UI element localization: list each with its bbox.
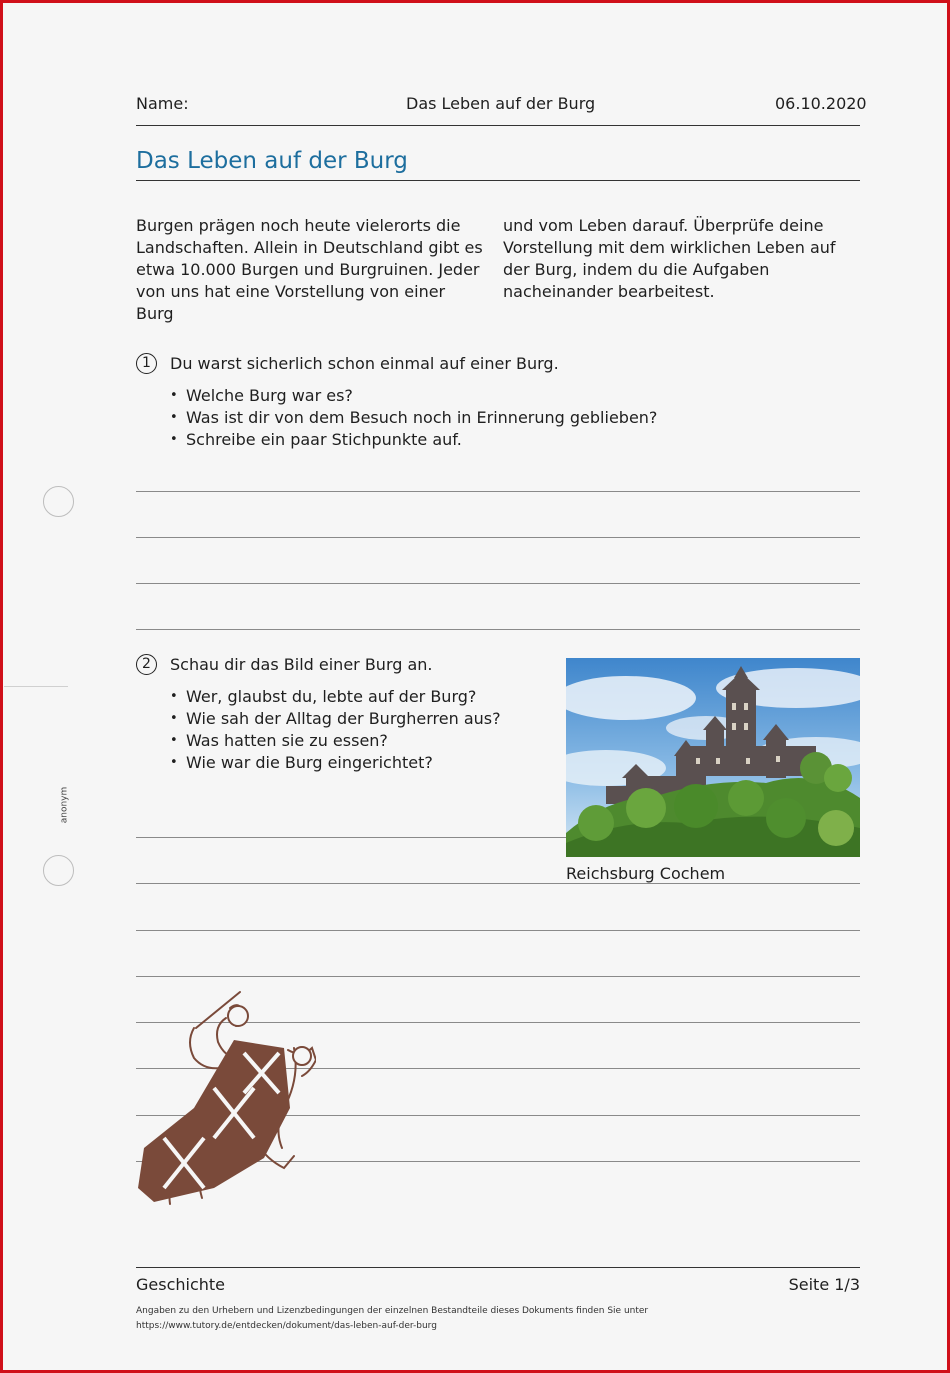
list-item: • Wer, glaubst du, lebte auf der Burg?: [170, 686, 501, 708]
header-doc-title: Das Leben auf der Burg: [406, 94, 596, 113]
header-rule: [136, 125, 860, 126]
list-item: • Was ist dir von dem Besuch noch in Erinnerung geblieben?: [170, 407, 657, 429]
list-item: • Wie sah der Alltag der Burgherren aus?: [170, 708, 501, 730]
task-2-heading: Schau dir das Bild einer Burg an.: [170, 655, 433, 674]
footer-page-number: Seite 1/3: [788, 1275, 860, 1294]
punch-hole-marker: [43, 855, 74, 886]
task-1-number: 1: [136, 353, 157, 374]
fold-mark: [4, 686, 68, 687]
task-2-number: 2: [136, 654, 157, 675]
writing-line[interactable]: [136, 837, 566, 838]
footer-subject: Geschichte: [136, 1275, 226, 1294]
list-item: • Wie war die Burg eingerichtet?: [170, 752, 501, 774]
name-label: Name:: [136, 94, 189, 113]
task-1-heading: Du warst sicherlich schon einmal auf einer Burg.: [170, 354, 559, 373]
photo-caption: Reichsburg Cochem: [566, 864, 726, 883]
list-item: • Was hatten sie zu essen?: [170, 730, 501, 752]
author-label: anonym: [59, 786, 70, 824]
writing-line[interactable]: [136, 976, 860, 977]
writing-line[interactable]: [136, 583, 860, 584]
intro-column-1: Burgen prägen noch heute vielerorts die Landschaften. Allein in Deutschland gibt es etwa 10.000 Burgen und Burgruinen. Jeder von uns hat eine Vorstellung von einer Burg: [136, 216, 483, 323]
writing-line[interactable]: [136, 883, 860, 884]
credits-link[interactable]: https://www.tutory.de/entdecken/dokument/das-leben-auf-der-burg: [136, 1321, 437, 1331]
writing-line[interactable]: [136, 629, 860, 630]
list-item: • Welche Burg war es?: [170, 385, 657, 407]
footer-credits: [136, 1304, 648, 1334]
task-2-bullets: [170, 686, 501, 774]
list-item: • Schreibe ein paar Stichpunkte auf.: [170, 429, 657, 451]
castle-photo: [566, 658, 860, 857]
intro-column-2: und vom Leben darauf. Überprüfe deine Vorstellung mit dem wirklichen Leben auf der Burg, indem du die Aufgaben nacheinander bearbeitest.: [503, 216, 836, 301]
footer-rule: [136, 1267, 860, 1268]
writing-line[interactable]: [136, 491, 860, 492]
writing-line[interactable]: [136, 537, 860, 538]
page-title: Das Leben auf der Burg: [136, 148, 408, 174]
credits-line: Angaben zu den Urhebern und Lizenzbedingungen der einzelnen Bestandteile dieses Dokuments finden Sie unter: [136, 1306, 649, 1316]
punch-hole-marker: [43, 486, 74, 517]
task-1-bullets: [170, 385, 657, 451]
title-rule: [136, 180, 860, 181]
knight-illustration: [134, 988, 316, 1212]
writing-line[interactable]: [136, 930, 860, 931]
header-date: 06.10.2020: [775, 94, 867, 113]
